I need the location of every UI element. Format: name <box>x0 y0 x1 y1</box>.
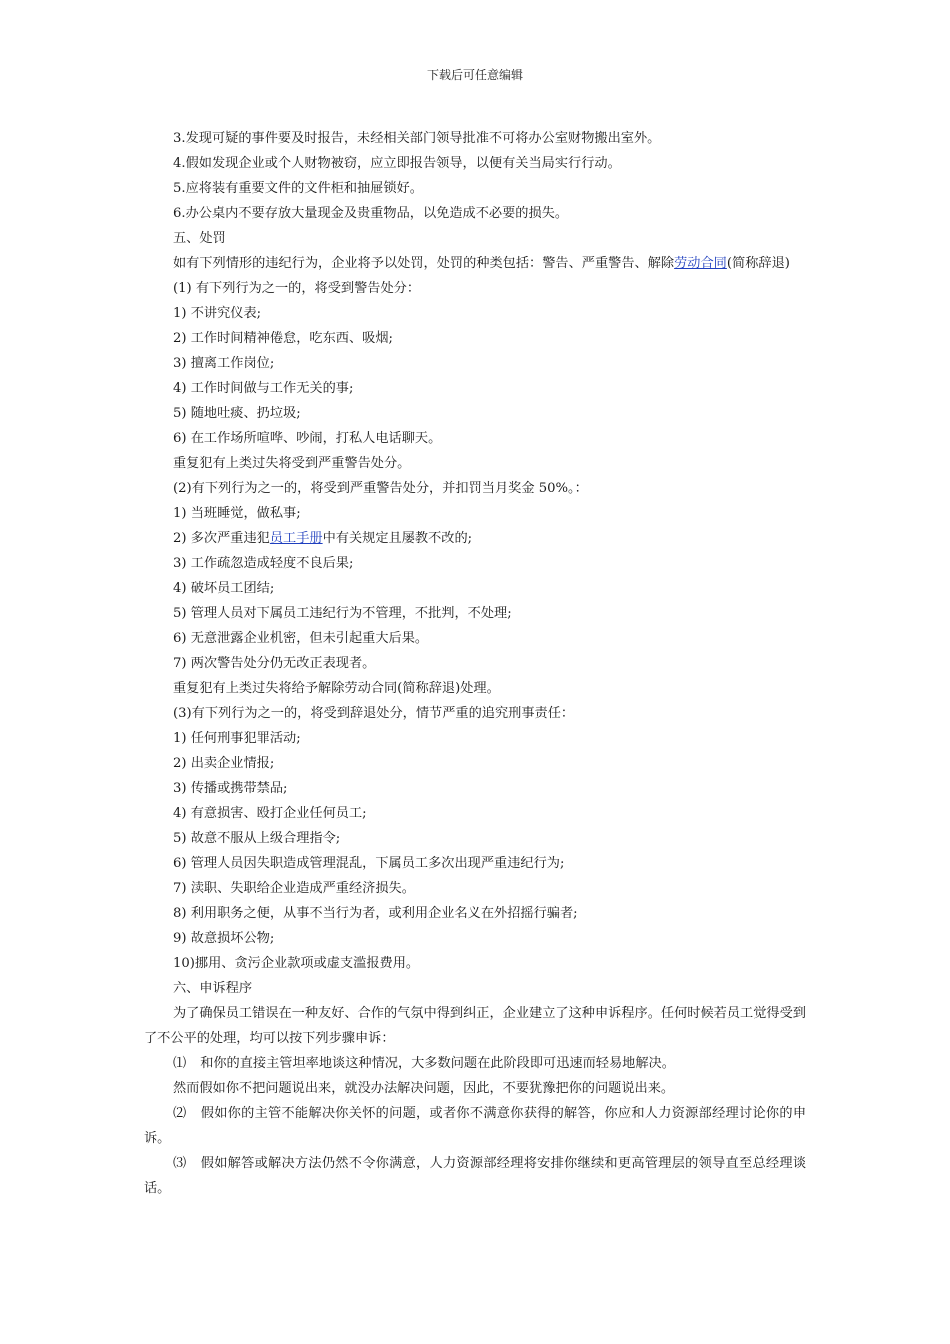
paragraph: 4.假如发现企业或个人财物被窃，应立即报告领导，以便有关当局实行行动。 <box>173 156 621 171</box>
text: 和你的直接主管坦率地谈这种情况，大多数问题在此阶段即可迅速而轻易地解决。 <box>200 1056 675 1071</box>
step-item <box>144 1151 806 1201</box>
paragraph: 3.发现可疑的事件要及时报告，未经相关部门领导批准不可将办公室财物搬出室外。 <box>173 131 661 146</box>
employee-handbook-link[interactable]: 员工手册 <box>269 531 323 546</box>
list-item: 5) 故意不服从上级合理指令; <box>173 831 341 846</box>
paragraph: 为了确保员工错误在一种友好、合作的气氛中得到纠正，企业建立了这种申诉程序。任何时候若员工觉得受到了不公平的处理，均可以按下列步骤申诉： <box>144 1006 806 1046</box>
list-item: 6) 无意泄露企业机密，但未引起重大后果。 <box>173 631 429 646</box>
list-item: 1) 不讲究仪表; <box>173 306 262 321</box>
text: 2) 多次严重违犯 <box>173 531 270 546</box>
paragraph: 重复犯有上类过失将受到严重警告处分。 <box>173 456 411 471</box>
step-item <box>144 1101 806 1151</box>
list-item: 1) 当班睡觉，做私事; <box>173 506 301 521</box>
step-number: ⑵ <box>173 1106 187 1121</box>
list-item: 7) 两次警告处分仍无改正表现者。 <box>173 656 376 671</box>
list-item: 8) 利用职务之便，从事不当行为者，或利用企业名义在外招摇行骗者; <box>173 906 578 921</box>
text: 假如你的主管不能解决你关怀的问题，或者你不满意你获得的解答，你应和人力资源部经理讨论你的申诉。 <box>144 1106 807 1146</box>
page-header: 下载后可任意编辑 <box>426 68 523 82</box>
paragraph <box>144 251 806 276</box>
list-item: 3) 擅离工作岗位; <box>173 356 275 371</box>
list-item: 2) 出卖企业情报; <box>173 756 275 771</box>
paragraph: 6.办公桌内不要存放大量现金及贵重物品，以免造成不必要的损失。 <box>173 206 569 221</box>
text: 假如解答或解决方法仍然不令你满意，人力资源部经理将安排你继续和更高管理层的领导直至总经理谈话。 <box>144 1156 807 1196</box>
step-number: ⑶ <box>173 1156 187 1171</box>
list-item: 5) 管理人员对下属员工违纪行为不管理，不批判，不处理; <box>173 606 512 621</box>
list-item: 4) 有意损害、殴打企业任何员工; <box>173 806 367 821</box>
text: (简称辞退) <box>726 256 790 271</box>
list-item: 10)挪用、贪污企业款项或虚支滥报费用。 <box>173 956 420 971</box>
paragraph: (2)有下列行为之一的，将受到严重警告处分，并扣罚当月奖金 50%。： <box>173 481 588 496</box>
list-item: 6) 管理人员因失职造成管理混乱，下属员工多次出现严重违纪行为; <box>173 856 565 871</box>
section-heading: 五、处罚 <box>173 231 226 246</box>
list-item: 2) 工作时间精神倦怠，吃东西、吸烟; <box>173 331 393 346</box>
list-item: 4) 破坏员工团结; <box>173 581 275 596</box>
list-item <box>144 526 806 551</box>
document-body <box>144 126 806 1201</box>
paragraph: 5.应将装有重要文件的文件柜和抽屉锁好。 <box>173 181 423 196</box>
labor-contract-link[interactable]: 劳动合同 <box>674 256 727 271</box>
paragraph: (1) 有下列行为之一的，将受到警告处分： <box>173 281 421 296</box>
list-item: 4) 工作时间做与工作无关的事; <box>173 381 354 396</box>
paragraph: 重复犯有上类过失将给予解除劳动合同(简称辞退)处理。 <box>173 681 500 696</box>
step-item <box>144 1051 806 1076</box>
paragraph: (3)有下列行为之一的，将受到辞退处分，情节严重的追究刑事责任： <box>173 706 575 721</box>
list-item: 7) 渎职、失职给企业造成严重经济损失。 <box>173 881 415 896</box>
text: 如有下列情形的违纪行为，企业将予以处罚，处罚的种类包括：警告、严重警告、解除 <box>173 256 675 271</box>
list-item: 6) 在工作场所喧哗、吵闹，打私人电话聊天。 <box>173 431 442 446</box>
list-item: 5) 随地吐痰、扔垃圾; <box>173 406 301 421</box>
paragraph: 然而假如你不把问题说出来，就没办法解决问题，因此，不要犹豫把你的问题说出来。 <box>173 1081 675 1096</box>
list-item: 3) 工作疏忽造成轻度不良后果; <box>173 556 354 571</box>
list-item: 9) 故意损坏公物; <box>173 931 275 946</box>
text: 中有关规定且屡教不改的; <box>322 531 473 546</box>
list-item: 3) 传播或携带禁品; <box>173 781 288 796</box>
step-number: ⑴ <box>173 1056 187 1071</box>
list-item: 1) 任何刑事犯罪活动; <box>173 731 301 746</box>
section-heading: 六、申诉程序 <box>173 981 253 996</box>
